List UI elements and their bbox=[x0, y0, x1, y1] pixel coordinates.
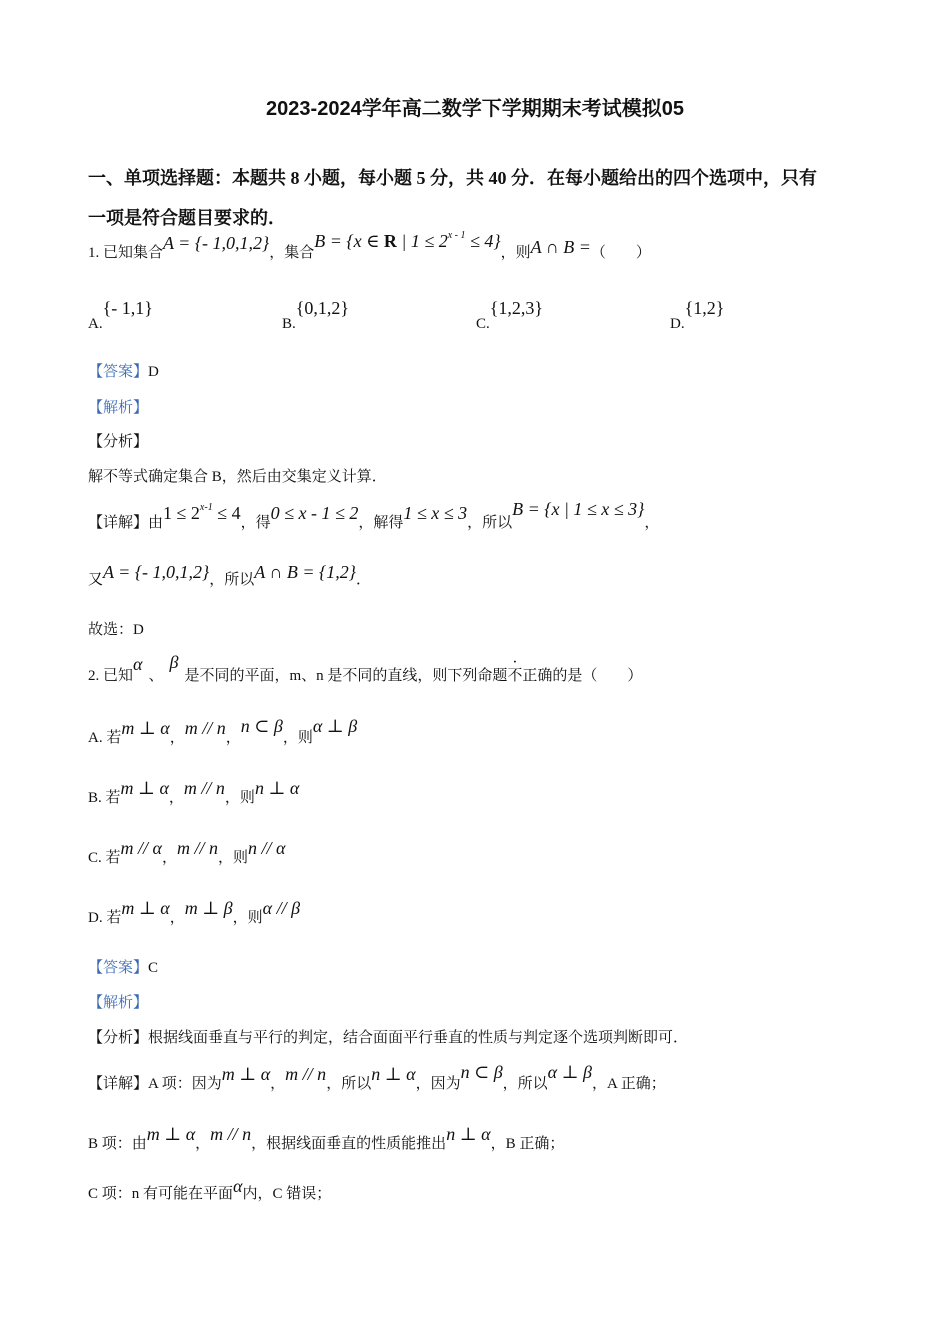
q2-analysis-label: 【解析】 bbox=[88, 995, 149, 1011]
q1-option-a: A.{- 1,1} bbox=[88, 298, 153, 332]
q2-fenxi: 【分析】根据线面垂直与平行的判定，结合面面平行垂直的性质与判定逐个选项判断即可． bbox=[88, 1030, 689, 1046]
q1-fenxi-label: 【分析】 bbox=[88, 434, 149, 450]
q1-expr: A ∩ B = bbox=[530, 237, 591, 257]
q1-text-a: 1. 已知集合 bbox=[88, 245, 164, 261]
q2-answer: 【答案】C bbox=[88, 960, 159, 976]
q1-stem bbox=[88, 230, 651, 262]
q1-detail-line1: 【详解】由$1 \le 2^{x-1} \le 4$，得0 ≤ x - 1 ≤ 2，解得1 ≤ x ≤ 3，所以B = {x | 1 ≤ x ≤ 3}， bbox=[88, 499, 660, 531]
q1-text-b: ，集合 bbox=[269, 245, 315, 261]
q2-option-b: B. 若m ⊥ α，m // n，则n ⊥ α bbox=[88, 778, 300, 806]
q1-option-b: B.{0,1,2} bbox=[282, 298, 350, 332]
section-heading-line1: 一、单项选择题：本题共 8 小题，每小题 5 分，共 40 分．在每小题给出的四个选项中，只有 bbox=[88, 168, 817, 188]
section-heading-line2: 一项是符合题目要求的． bbox=[88, 208, 286, 228]
q2-stem: 2. 已知α、β是不同的平面，m、n 是不同的直线，则下列命题不正确的是（ ） bbox=[88, 652, 643, 684]
q1-option-d: D.{1,2} bbox=[670, 298, 725, 332]
q2-detail-b: B 项：由m ⊥ α，m // n，根据线面垂直的性质能推出n ⊥ α，B 正确； bbox=[88, 1124, 565, 1152]
q1-answer: 【答案】D bbox=[88, 364, 159, 380]
q2-option-a: A. 若m ⊥ α，m // n，n ⊂ β，则α ⊥ β bbox=[88, 716, 358, 746]
q2-detail-c: C 项：n 有可能在平面α内，C 错误； bbox=[88, 1176, 332, 1202]
q1-set-a: A = {- 1,0,1,2} bbox=[163, 233, 270, 253]
q1-text-c: ，则 bbox=[500, 245, 531, 261]
q1-paren: （ ） bbox=[590, 245, 651, 261]
q1-guxuan: 故选：D bbox=[88, 622, 144, 638]
q1-set-b: B = {x ∈ R | $1 \le 2^{x - 1} \le 4$} bbox=[314, 230, 501, 251]
q2-option-d: D. 若m ⊥ α，m ⊥ β，则α // β bbox=[88, 898, 301, 926]
q1-option-c: C.{1,2,3} bbox=[476, 298, 544, 332]
q2-option-c: C. 若m // α，m // n，则n // α bbox=[88, 838, 286, 866]
q1-analysis-label: 【解析】 bbox=[88, 400, 149, 416]
q1-fenxi-text: 解不等式确定集合 B，然后由交集定义计算． bbox=[88, 469, 387, 485]
page-title: 2023-2024学年高二数学下学期期末考试模拟05 bbox=[266, 98, 684, 120]
q2-detail-a: 【详解】A 项：因为m ⊥ α，m // n，所以n ⊥ α，因为n ⊂ β，所以α ⊥ β，A 正确； bbox=[88, 1062, 666, 1092]
q1-detail-line2: 又A = {- 1,0,1,2}，所以A ∩ B = {1,2}． bbox=[88, 562, 371, 588]
